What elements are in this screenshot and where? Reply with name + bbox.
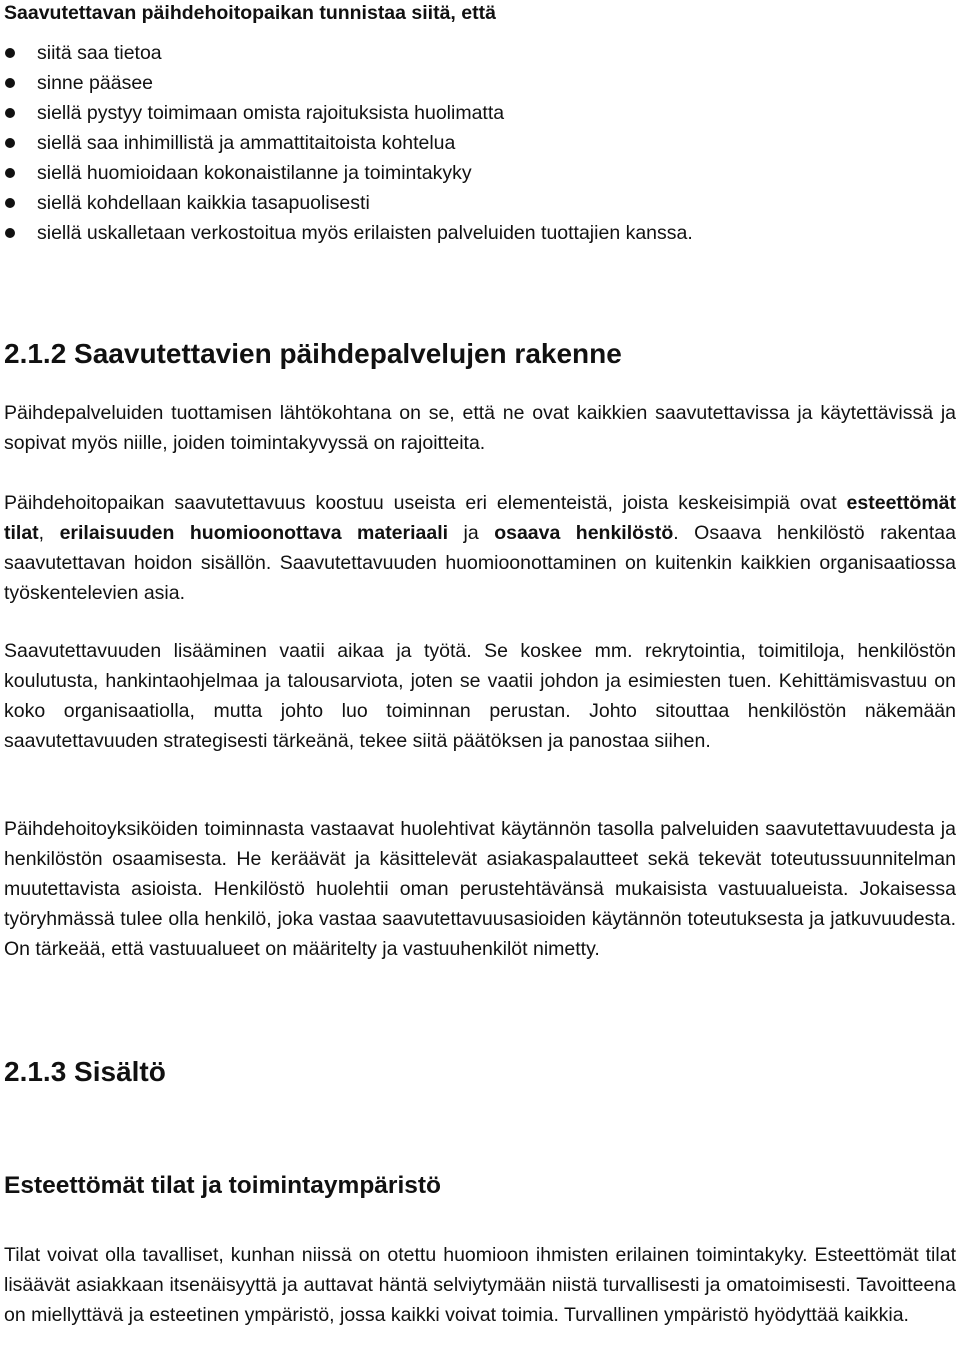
bullet-dot-icon [5, 168, 15, 178]
bullet-dot-icon [5, 48, 15, 58]
bullet-dot-icon [5, 198, 15, 208]
paragraph-unit-responsibilities: Päihdehoitoyksiköiden toiminnasta vastaavat huolehtivat käytännön tasolla palveluiden saavutettavuudesta ja henkilöstön osaamisesta. He keräävät ja käsittelevät asiakaspalautteet sekä tekevät toteutussuunnitelman muutettavista asioista. Henkilöstö huolehtii oman perustehtävänsä mukaisista vastuualueista. Jokaisessa työryhmässä tulee olla henkilö, joka vastaa saavutettavuusasioiden käytännön toteutuksesta ja jatkuvuudesta. On tärkeää, että vastuualueet on määritelty ja vastuuhenkilöt nimetty. [4, 818, 956, 960]
intro-title: Saavutettavan päihdehoitopaikan tunnistaa siitä, että [4, 2, 496, 24]
highlight-skilled-staff: osaava henkilöstö [494, 522, 674, 544]
list-item: sinne pääsee [4, 68, 956, 98]
highlight-diversity-material: erilaisuuden huomioonottava materiaali [59, 522, 449, 544]
subsection-heading-premises: Esteettömät tilat ja toimintaympäristö [4, 1172, 442, 1199]
list-item: siitä saa tietoa [4, 38, 956, 68]
paragraph-premises: Tilat voivat olla tavalliset, kunhan niissä on otettu huomioon ihmisten erilainen toimintakyky. Esteettömät tilat lisäävät asiakkaan itsenäisyyttä ja auttavat häntä selviytymään niistä turvallisesti ja omatoimisesti. Tavoitteena on miellyttävä ja esteetinen ympäristö, jossa kaikki voivat toimia. Turvallinen ympäristö hyödyttää kaikkia. [4, 1244, 956, 1326]
list-item: siellä kohdellaan kaikkia tasapuolisesti [4, 188, 956, 218]
section-heading-2-1-2: 2.1.2 Saavutettavien päihdepalvelujen rakenne [4, 338, 622, 369]
paragraph-structure-intro: Päihdepalveluiden tuottamisen lähtökohtana on se, että ne ovat kaikkien saavutettavissa ja käytettävissä ja sopivat myös niille, joiden toimintakyvyssä on rajoitteita. [4, 402, 956, 454]
list-item: siellä saa inhimillistä ja ammattitaitoista kohtelua [4, 128, 956, 158]
section-heading-2-1-3: 2.1.3 Sisältö [4, 1056, 166, 1087]
accessibility-criteria-list [4, 38, 956, 248]
bullet-dot-icon [5, 108, 15, 118]
list-item: siellä pystyy toimimaan omista rajoituksista huolimatta [4, 98, 956, 128]
bullet-dot-icon [5, 78, 15, 88]
paragraph-accessibility-elements: Päihdehoitopaikan saavutettavuus koostuu useista eri elementeistä, joista keskeisimpiä ovat esteettömät tilat, erilaisuuden huomioonottava materiaali ja osaava henkilöstö. Osaava henkilöstö rakentaa saavutettavan hoidon sisällön. Saavutettavuuden huomioonottaminen on kuitenkin kaikkien organisaatiossa työskentelevien asia. [4, 492, 956, 604]
bullet-dot-icon [5, 228, 15, 238]
bullet-dot-icon [5, 138, 15, 148]
list-item: siellä uskalletaan verkostoitua myös erilaisten palveluiden tuottajien kanssa. [4, 218, 956, 248]
paragraph-management-commitment: Saavutettavuuden lisääminen vaatii aikaa ja työtä. Se koskee mm. rekrytointia, toimitiloja, henkilöstön koulutusta, hankintaohjelmaa ja talousarviota, joten se vaatii johdon ja esimiesten tuen. Kehittämisvastuu on koko organisaatiolla, mutta johto luo toiminnan perustan. Johto sitouttaa henkilöstön näkemään saavutettavuuden strategisesti tärkeänä, tekee siitä päätöksen ja panostaa siihen. [4, 640, 956, 752]
highlight-accessible-premises: esteettömät tilat [4, 492, 956, 544]
list-item: siellä huomioidaan kokonaistilanne ja toimintakyky [4, 158, 956, 188]
